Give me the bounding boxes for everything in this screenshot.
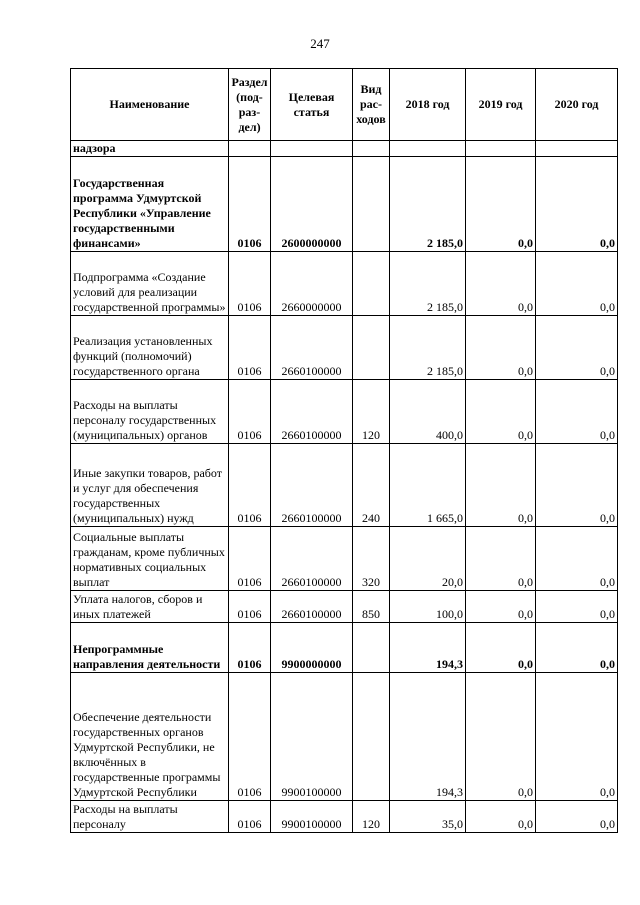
table-row	[71, 157, 618, 252]
cell-name: Расходы на выплаты персоналу	[71, 801, 229, 833]
cell-target: 2600000000	[271, 157, 353, 252]
cell-name: Государственная программа Удмуртской Республики «Управление государственными финансами»	[71, 157, 229, 252]
cell-section: 0106	[229, 623, 271, 673]
table-row	[71, 252, 618, 316]
cell-name: Непрограммные направления деятельности	[71, 623, 229, 673]
table-row	[71, 623, 618, 673]
cell-name: Реализация установленных функций (полномочий) государственного органа	[71, 316, 229, 380]
cell-name: Обеспечение деятельности государственных органов Удмуртской Республики, не включённых в государственные программы Удмуртской Республики	[71, 673, 229, 801]
table-row	[71, 801, 618, 833]
header-2020: 2020 год	[536, 69, 618, 141]
cell-2020: 0,0	[536, 316, 618, 380]
cell-2019: 0,0	[466, 157, 536, 252]
cell-kind	[353, 316, 390, 380]
cell-section: 0106	[229, 527, 271, 591]
cell-2018: 2 185,0	[390, 157, 466, 252]
cell-kind	[353, 673, 390, 801]
cell-kind: 240	[353, 444, 390, 527]
table-row	[71, 380, 618, 444]
header-target: Целевая статья	[271, 69, 353, 141]
cell-kind: 120	[353, 801, 390, 833]
cell-kind	[353, 623, 390, 673]
cell-name: Расходы на выплаты персоналу государственных (муниципальных) органов	[71, 380, 229, 444]
page-number: 247	[310, 36, 330, 51]
cell-2018: 1 665,0	[390, 444, 466, 527]
cell-2020: 0,0	[536, 801, 618, 833]
header-2018: 2018 год	[390, 69, 466, 141]
cell-name: Иные закупки товаров, работ и услуг для обеспечения государственных (муниципальных) нужд	[71, 444, 229, 527]
cell-2020: 0,0	[536, 673, 618, 801]
header-section: Раздел (под-раз-дел)	[229, 69, 271, 141]
cell-kind	[353, 157, 390, 252]
cell-name: Социальные выплаты гражданам, кроме публичных нормативных социальных выплат	[71, 527, 229, 591]
cell-target: 2660100000	[271, 444, 353, 527]
cell-target: 2660100000	[271, 316, 353, 380]
cell-2019: 0,0	[466, 316, 536, 380]
cell-kind	[353, 141, 390, 157]
cell-2019: 0,0	[466, 527, 536, 591]
cell-2020: 0,0	[536, 157, 618, 252]
cell-kind: 320	[353, 527, 390, 591]
cell-2019: 0,0	[466, 380, 536, 444]
header-2019: 2019 год	[466, 69, 536, 141]
cell-section: 0106	[229, 157, 271, 252]
cell-kind: 850	[353, 591, 390, 623]
table-row	[71, 527, 618, 591]
cell-section: 0106	[229, 591, 271, 623]
cell-target	[271, 141, 353, 157]
cell-section: 0106	[229, 673, 271, 801]
cell-2020: 0,0	[536, 623, 618, 673]
cell-kind	[353, 252, 390, 316]
table-row	[71, 673, 618, 801]
cell-2019: 0,0	[466, 444, 536, 527]
cell-2020	[536, 141, 618, 157]
cell-section: 0106	[229, 801, 271, 833]
cell-target: 2660100000	[271, 380, 353, 444]
header-row	[71, 69, 618, 141]
cell-target: 2660000000	[271, 252, 353, 316]
cell-name: Подпрограмма «Создание условий для реализации государственной программы»	[71, 252, 229, 316]
cell-section: 0106	[229, 380, 271, 444]
cell-2019	[466, 141, 536, 157]
cell-section: 0106	[229, 316, 271, 380]
cell-2019: 0,0	[466, 623, 536, 673]
cell-2018: 35,0	[390, 801, 466, 833]
cell-2019: 0,0	[466, 252, 536, 316]
cell-target: 2660100000	[271, 527, 353, 591]
budget-table	[70, 68, 618, 833]
cell-2018: 194,3	[390, 623, 466, 673]
cell-section: 0106	[229, 444, 271, 527]
header-kind: Вид рас-ходов	[353, 69, 390, 141]
cell-2018	[390, 141, 466, 157]
cell-2020: 0,0	[536, 252, 618, 316]
cell-2018: 2 185,0	[390, 252, 466, 316]
cell-section: 0106	[229, 252, 271, 316]
table-row	[71, 444, 618, 527]
cell-2020: 0,0	[536, 591, 618, 623]
cell-2019: 0,0	[466, 591, 536, 623]
cell-target: 2660100000	[271, 591, 353, 623]
cell-2018: 2 185,0	[390, 316, 466, 380]
table-row	[71, 591, 618, 623]
cell-kind: 120	[353, 380, 390, 444]
header-name: Наименование	[71, 69, 229, 141]
cell-2018: 20,0	[390, 527, 466, 591]
cell-name: надзора	[71, 141, 229, 157]
table-row	[71, 316, 618, 380]
cell-target: 9900000000	[271, 623, 353, 673]
cell-2018: 400,0	[390, 380, 466, 444]
cell-name: Уплата налогов, сборов и иных платежей	[71, 591, 229, 623]
cell-section	[229, 141, 271, 157]
cell-2020: 0,0	[536, 380, 618, 444]
cell-2020: 0,0	[536, 527, 618, 591]
cell-2020: 0,0	[536, 444, 618, 527]
cell-2018: 100,0	[390, 591, 466, 623]
cell-2019: 0,0	[466, 801, 536, 833]
cell-2018: 194,3	[390, 673, 466, 801]
cell-2019: 0,0	[466, 673, 536, 801]
cell-target: 9900100000	[271, 801, 353, 833]
table-row	[71, 141, 618, 157]
cell-target: 9900100000	[271, 673, 353, 801]
